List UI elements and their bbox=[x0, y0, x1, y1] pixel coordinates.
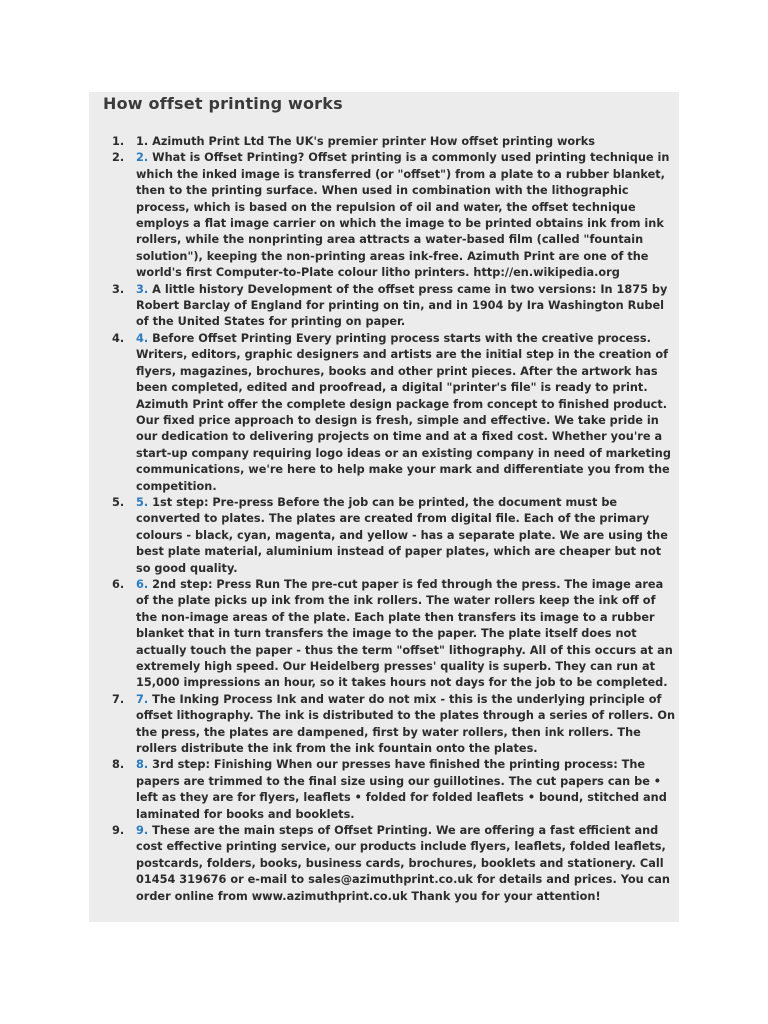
item-body bbox=[136, 331, 680, 495]
item-number: 1. bbox=[112, 135, 125, 148]
item-reference-link[interactable]: 5. bbox=[136, 495, 149, 509]
item-body bbox=[136, 823, 680, 905]
item-number: 7. bbox=[112, 692, 125, 706]
item-text: 3rd step: Finishing When our presses have finished the printing process: The papers are trimmed to the final size using our guillotines. The cut papers can be • left as they are for flyers, leaflets • folded for folded leaflets • bound, stitched and laminated for books and booklets. bbox=[136, 758, 667, 821]
item-text: What is Offset Printing? Offset printing is a commonly used printing technique in which the inked image is transferred (or "offset") from a plate to a rubber blanket, then to the printing surface. When used in combination with the lithographic process, which is based on the repulsion of oil and water, the offset technique employs a flat image carrier on which the image to be printed obtains ink from ink rollers, while the nonprinting area attracts a water-based film (called "fountain solution"), keeping the non-printing areas ink-free. Azimuth Print are one of the world's first Computer-to-Plate colour litho printers. http://en.wikipedia.org bbox=[136, 151, 670, 280]
list-item-7 bbox=[100, 692, 680, 758]
item-text: Before Offset Printing Every printing process starts with the creative process. Writers, editors, graphic designers and artists are the initial step in the creation of flyers, magazines, brochures, books and other print pieces. After the artwork has been completed, edited and proofread, a digital "printer's file" is ready to print. Azimuth Print offer the complete design package from concept to finished product. Our fixed price approach to design is fresh, simple and effective. We take pride in our dedication to delivering projects on time and at a fixed cost. Whether you're a start-up company requiring logo ideas or an existing company in need of marketing communications, we're here to help make your mark and differentiate you from the competition. bbox=[136, 331, 671, 493]
item-body bbox=[136, 757, 680, 823]
item-number: 8. bbox=[112, 758, 125, 772]
item-reference-link[interactable]: 3. bbox=[136, 282, 149, 296]
item-number: 2. bbox=[112, 151, 125, 165]
list-item-1 bbox=[100, 134, 680, 150]
list-item-2 bbox=[100, 150, 680, 281]
item-number: 6. bbox=[112, 577, 125, 591]
item-text: These are the main steps of Offset Printing. We are offering a fast efficient and cost effective printing service, our products include flyers, leaflets, folded leaflets, postcards, folders, books, business cards, brochures, booklets and stationery. Call 01454 319676 or e-mail to sales@azimuthprint.co.uk for details and prices. You can order online from www.azimuthprint.co.uk Thank you for your attention! bbox=[136, 824, 670, 903]
list-item-4 bbox=[100, 331, 680, 495]
item-number: 4. bbox=[112, 331, 125, 345]
item-body bbox=[136, 150, 680, 281]
item-body bbox=[136, 577, 680, 692]
list-item-8 bbox=[100, 757, 680, 823]
item-number: 9. bbox=[112, 824, 125, 838]
item-reference-link[interactable]: 8. bbox=[136, 758, 149, 772]
item-reference-link[interactable]: 4. bbox=[136, 331, 149, 345]
page-title: How offset printing works bbox=[103, 94, 343, 113]
list-item-9 bbox=[100, 823, 680, 905]
item-text: 1st step: Pre-press Before the job can be printed, the document must be converted to plates. The plates are created from digital file. Each of the primary colours - black, cyan, magenta, and yellow - has a separate plate. We are using the best plate material, aluminium instead of paper plates, which are cheaper but not so good quality. bbox=[136, 495, 668, 575]
item-body bbox=[136, 692, 680, 758]
list-item-3 bbox=[100, 282, 680, 331]
list-item-5 bbox=[100, 495, 680, 577]
item-body bbox=[136, 282, 680, 331]
item-text: 2nd step: Press Run The pre-cut paper is fed through the press. The image area of the plate picks up ink from the ink rollers. The water rollers keep the ink off of the non-image areas of the plate. Each plate then transfers its image to a rubber blanket that in turn transfers the image to the paper. The plate itself does not actually touch the paper - thus the term "offset" lithography. All of this occurs at an extremely high speed. Our Heidelberg presses' quality is superb. They can run at 15,000 impressions an hour, so it takes hours not days for the job to be completed. bbox=[136, 577, 673, 690]
list-item-6 bbox=[100, 577, 680, 692]
item-text: 1. Azimuth Print Ltd The UK's premier printer How offset printing works bbox=[136, 135, 595, 148]
item-text: The Inking Process Ink and water do not mix - this is the underlying principle of offset lithography. The ink is distributed to the plates through a series of rollers. On the press, the plates are dampened, first by water rollers, then ink rollers. The rollers distribute the ink from the ink fountain onto the plates. bbox=[136, 692, 676, 756]
item-reference-link[interactable]: 9. bbox=[136, 824, 149, 838]
item-reference-link[interactable]: 7. bbox=[136, 692, 149, 706]
item-reference-link[interactable]: 2. bbox=[136, 151, 149, 165]
item-text: A little history Development of the offset press came in two versions: In 1875 by Robert Barclay of England for printing on tin, and in 1904 by Ira Washington Rubel of the United States for printing on paper. bbox=[136, 282, 668, 329]
item-body bbox=[136, 134, 680, 150]
item-reference-link[interactable]: 6. bbox=[136, 577, 149, 591]
numbered-list bbox=[100, 134, 680, 905]
item-body bbox=[136, 495, 680, 577]
item-number: 5. bbox=[112, 495, 125, 509]
item-number: 3. bbox=[112, 282, 125, 296]
